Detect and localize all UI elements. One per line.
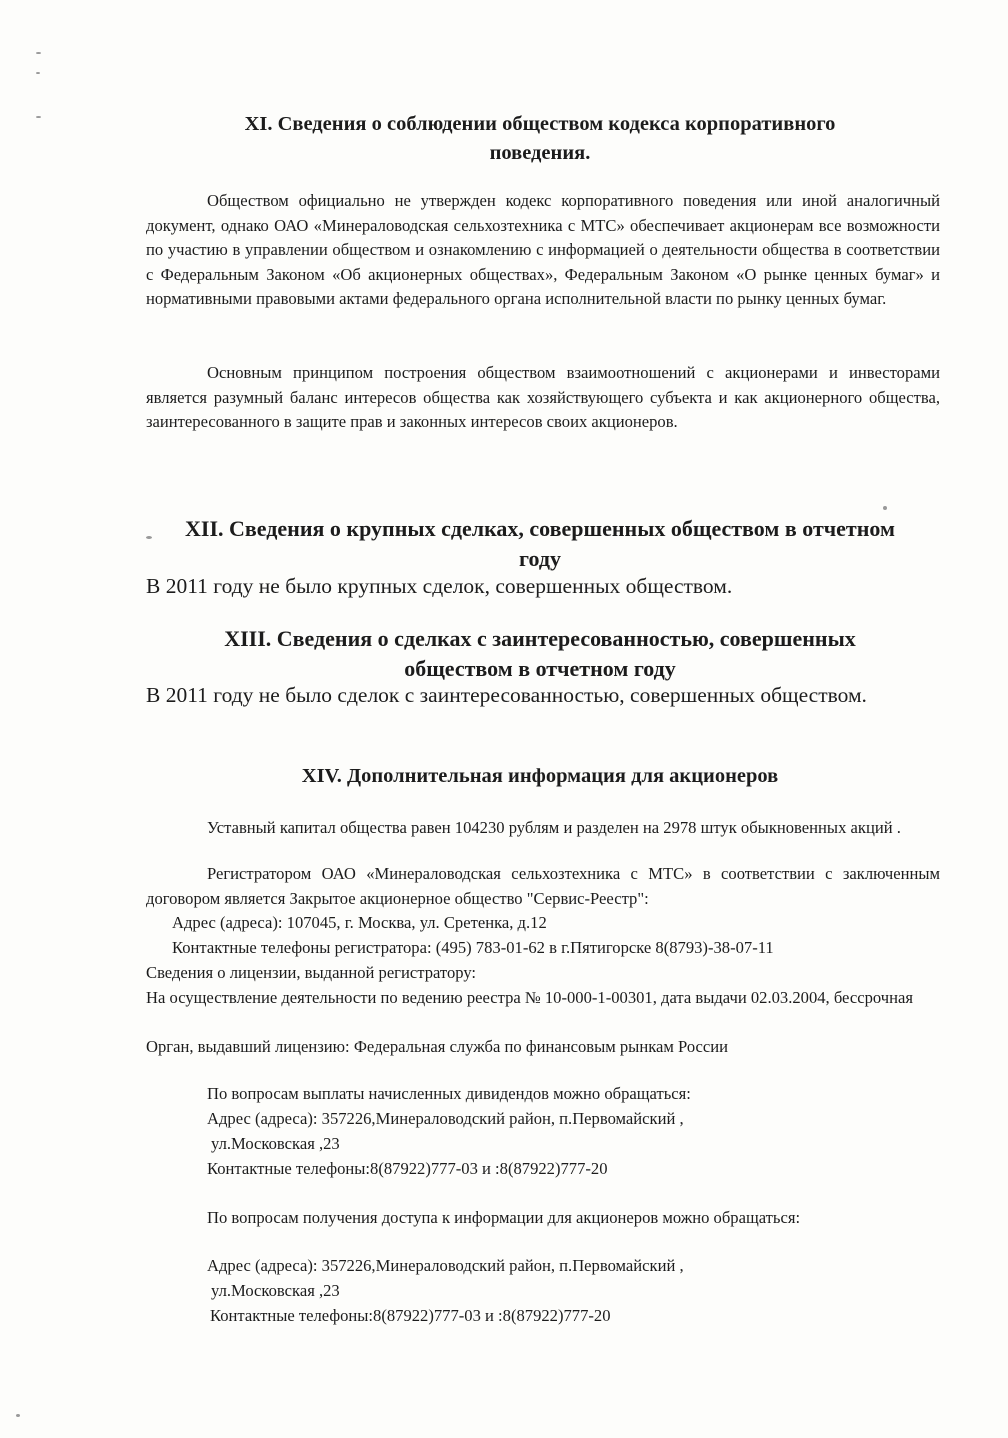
scan-speck: [883, 506, 887, 510]
section-11-paragraph-2: Основным принципом построения обществом взаимоотношений с акционерами и инвесторами является разумный баланс интересов общества как хозяйствующего субъекта и как акционерного общества, заинтересованного в защите прав и законных интересов своих акционеров.: [146, 363, 940, 432]
section-12-title-line1: XII. Сведения о крупных сделках, совершенных обществом в отчетном: [185, 516, 895, 541]
scan-speck: [36, 72, 40, 74]
info-address-line2: ул.Московская ,23: [211, 1281, 340, 1300]
section-12-heading: [140, 514, 940, 574]
dividends-address-line1: Адрес (адреса): 357226,Минераловодский район, п.Первомайский ,: [207, 1109, 684, 1128]
info-access-title: По вопросам получения доступа к информации для акционеров можно обращаться:: [207, 1208, 801, 1227]
section-13-title-line1: XIII. Сведения о сделках с заинтересованностью, совершенных: [224, 626, 856, 651]
registrar-phones: Контактные телефоны регистратора: (495) 783-01-62 в г.Пятигорске 8(8793)-38-07-11: [172, 938, 774, 957]
section-13-text: В 2011 году не было сделок с заинтересованностью, совершенных обществом.: [146, 683, 867, 707]
info-phones: Контактные телефоны:8(87922)777-03 и :8(87922)777-20: [210, 1306, 611, 1325]
info-address-line1: Адрес (адреса): 357226,Минераловодский район, п.Первомайский ,: [207, 1256, 684, 1275]
scan-speck: [36, 116, 41, 118]
license-label: Сведения о лицензии, выданной регистратору:: [146, 963, 477, 982]
share-capital-paragraph: Уставный капитал общества равен 104230 рублям и разделен на 2978 штук обыкновенных акций .: [207, 818, 901, 837]
section-11-heading: [140, 110, 940, 168]
section-12-title-line2: году: [519, 546, 561, 571]
license-text: На осуществление деятельности по ведению реестра № 10-000-1-00301, дата выдачи 02.03.2004, бессрочная: [146, 988, 913, 1007]
section-11-title-line1: XI. Сведения о соблюдении обществом кодекса корпоративного: [244, 113, 836, 135]
section-11-title-line2: поведения.: [489, 142, 591, 164]
dividends-phones: Контактные телефоны:8(87922)777-03 и :8(87922)777-20: [207, 1159, 608, 1178]
section-12-text: В 2011 году не было крупных сделок, совершенных обществом.: [146, 574, 733, 598]
scan-speck: [36, 52, 41, 54]
registrar-address: Адрес (адреса): 107045, г. Москва, ул. Сретенка, д.12: [172, 913, 547, 932]
section-14-heading: XIV. Дополнительная информация для акционеров: [301, 765, 779, 787]
section-13-title-line2: обществом в отчетном году: [404, 656, 676, 681]
dividends-contact-title: По вопросам выплаты начисленных дивидендов можно обращаться:: [207, 1084, 691, 1103]
section-13-heading: [140, 624, 940, 684]
license-issuer: Орган, выдавший лицензию: Федеральная служба по финансовым рынкам России: [146, 1037, 729, 1056]
section-11-paragraph-1: Обществом официально не утвержден кодекс корпоративного поведения или иной аналогичный документ, однако ОАО «Минераловодская сельхозтехника с МТС» обеспечивает акционерам все возможности по участию в управлении обществом и ознакомлению с информацией о деятельности общества в соответствии с Федеральным Законом «Об акционерных обществах», Федеральным Законом «О рынке ценных бумаг» и нормативными правовыми актами федерального органа исполнительной власти по рынку ценных бумаг.: [146, 191, 940, 309]
dividends-address-line2: ул.Московская ,23: [211, 1134, 340, 1153]
scan-speck: [16, 1414, 20, 1417]
registrar-paragraph: Регистратором ОАО «Минераловодская сельхозтехника с МТС» в соответствии с заключенным договором является Закрытое акционерное общество "Сервис-Реестр":: [146, 864, 940, 908]
